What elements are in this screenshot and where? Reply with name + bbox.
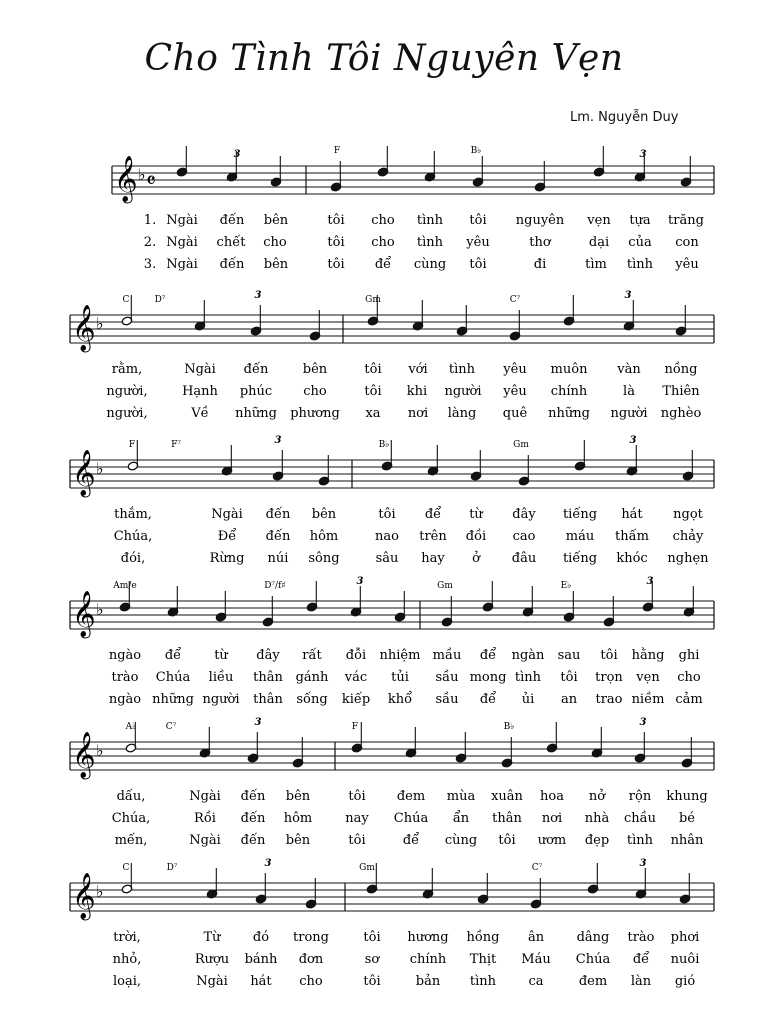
- lyric-syllable: đỗi: [345, 648, 367, 663]
- lyric-syllable: tiếng: [562, 551, 598, 566]
- lyric-syllable: thắm,: [114, 507, 152, 522]
- lyric-syllable: tình: [626, 833, 654, 848]
- lyric-syllable: của: [628, 235, 652, 250]
- lyric-syllable: bánh: [244, 952, 278, 967]
- lyric-syllable: bên: [263, 213, 289, 228]
- lyric-syllable: để: [479, 648, 497, 663]
- lyric-syllable: trào: [627, 930, 655, 945]
- lyric-syllable: ngào: [108, 648, 142, 663]
- lyric-syllable: tôi: [364, 362, 382, 377]
- lyric-syllable: ngào: [108, 692, 142, 707]
- lyric-syllable: để: [164, 648, 182, 663]
- lyric-syllable: để: [632, 952, 650, 967]
- lyric-syllable: máu: [565, 529, 595, 544]
- lyric-syllable: nuôi: [670, 952, 700, 967]
- lyric-syllable: vác: [344, 670, 368, 685]
- lyric-syllable: chảy: [672, 529, 704, 544]
- lyric-syllable: Ngài: [196, 974, 228, 989]
- lyric-syllable: chính: [409, 952, 447, 967]
- lyric-syllable: hay: [421, 551, 445, 566]
- flat-key-icon: ♭: [96, 314, 104, 333]
- lyric-syllable: người: [444, 384, 482, 399]
- lyric-syllable: người,: [106, 384, 148, 399]
- lyric-syllable: thấm: [615, 529, 649, 544]
- lyric-syllable: rằm,: [111, 362, 143, 377]
- flat-key-icon: ♭: [96, 882, 104, 901]
- lyric-syllable: bên: [263, 257, 289, 272]
- chord-symbol: Gm: [437, 581, 453, 591]
- lyric-syllable: mến,: [114, 833, 148, 848]
- triplet-mark: 3: [274, 435, 282, 446]
- chord-symbol: B♭: [503, 722, 515, 732]
- chord-symbol: Gm: [359, 863, 375, 873]
- chord-symbol: D⁷: [166, 863, 178, 873]
- treble-clef-icon: 𝄞: [72, 450, 96, 496]
- lyric-syllable: bên: [285, 789, 311, 804]
- lyric-syllable: đây: [512, 507, 536, 522]
- lyric-syllable: đồi: [465, 529, 487, 544]
- lyric-syllable: tôi: [363, 930, 381, 945]
- lyric-syllable: trao: [595, 692, 623, 707]
- lyric-syllable: nhỏ,: [112, 952, 142, 967]
- treble-clef-icon: 𝄞: [72, 591, 96, 637]
- lyric-syllable: gánh: [295, 670, 329, 685]
- lyric-syllable: bên: [302, 362, 328, 377]
- triplet-mark: 3: [639, 717, 647, 728]
- triplet-mark: 3: [624, 290, 632, 301]
- lyric-syllable: từ: [214, 648, 228, 663]
- lyric-syllable: vẹn: [636, 670, 660, 685]
- chord-symbol: E♭: [560, 581, 572, 591]
- chord-symbol: Gm: [513, 440, 529, 450]
- lyric-syllable: tình: [416, 213, 444, 228]
- lyric-syllable: Chúa: [575, 952, 611, 967]
- lyric-syllable: tôi: [327, 235, 345, 250]
- lyric-syllable: trên: [419, 529, 447, 544]
- flat-key-icon: ♭: [96, 600, 104, 619]
- lyric-syllable: cùng: [444, 833, 478, 848]
- lyric-syllable: vàn: [617, 362, 641, 377]
- lyric-syllable: an: [560, 692, 578, 707]
- lyric-syllable: ở: [472, 551, 480, 566]
- lyric-syllable: Ngài: [166, 213, 198, 228]
- lyric-syllable: nơi: [541, 811, 563, 826]
- chord-symbol: Am/e: [113, 581, 137, 591]
- lyric-syllable: đến: [240, 789, 266, 804]
- lyric-syllable: Ngài: [211, 507, 243, 522]
- lyric-syllable: rộn: [628, 789, 652, 804]
- triplet-mark: 3: [646, 576, 654, 587]
- treble-clef-icon: 𝄞: [72, 873, 96, 919]
- triplet-mark: 3: [639, 858, 647, 869]
- lyric-syllable: đến: [219, 213, 245, 228]
- triplet-mark: 3: [264, 858, 272, 869]
- lyric-syllable: nơi: [407, 406, 429, 421]
- lyric-syllable: tôi: [469, 213, 487, 228]
- lyric-syllable: Rượu: [194, 952, 230, 967]
- lyric-syllable: đơn: [298, 952, 324, 967]
- lyric-syllable: tôi: [498, 833, 516, 848]
- lyric-syllable: tôi: [348, 833, 366, 848]
- lyric-syllable: tôi: [327, 213, 345, 228]
- lyric-syllable: quê: [502, 406, 528, 421]
- lyric-syllable: ghi: [678, 648, 700, 663]
- lyric-syllable: hoa: [540, 789, 564, 804]
- chord-symbol: C: [122, 295, 130, 305]
- chord-symbol: C⁷: [531, 863, 543, 873]
- lyric-syllable: đến: [240, 811, 266, 826]
- lyric-syllable: đem: [396, 789, 426, 804]
- lyric-syllable: tôi: [560, 670, 578, 685]
- lyric-syllable: yêu: [466, 235, 490, 250]
- lyric-syllable: Từ: [203, 930, 221, 945]
- lyric-syllable: khung: [666, 789, 708, 804]
- lyric-syllable: đến: [240, 833, 266, 848]
- chord-symbol: C⁷: [165, 722, 177, 732]
- lyric-syllable: những: [548, 406, 590, 421]
- lyric-syllable: liều: [208, 670, 234, 685]
- lyric-syllable: Thiên: [662, 384, 700, 399]
- lyric-syllable: thơ: [529, 235, 551, 250]
- lyric-syllable: tôi: [364, 384, 382, 399]
- lyric-syllable: để: [424, 507, 442, 522]
- lyric-syllable: nay: [345, 811, 369, 826]
- lyric-syllable: khóc: [616, 551, 648, 566]
- lyric-syllable: nồng: [664, 362, 698, 377]
- lyric-syllable: gió: [674, 974, 696, 989]
- lyric-syllable: thân: [253, 670, 283, 685]
- lyric-syllable: tình: [514, 670, 542, 685]
- chord-symbol: C⁷: [509, 295, 521, 305]
- lyric-syllable: Ngài: [166, 257, 198, 272]
- lyric-syllable: dấu,: [116, 789, 146, 804]
- lyric-syllable: Ngài: [166, 235, 198, 250]
- verse-number: 2.: [143, 235, 157, 250]
- lyric-syllable: thân: [492, 811, 522, 826]
- lyric-syllable: Ngài: [189, 833, 221, 848]
- lyric-syllable: đâu: [511, 551, 537, 566]
- lyric-syllable: tôi: [378, 507, 396, 522]
- lyric-syllable: cho: [371, 235, 395, 250]
- verse-number: 1.: [143, 213, 157, 228]
- chord-symbol: F: [128, 440, 136, 450]
- lyric-syllable: là: [623, 384, 635, 399]
- lyric-syllable: hôm: [283, 811, 313, 826]
- lyric-syllable: Rồi: [194, 811, 216, 826]
- lyric-syllable: người,: [106, 406, 148, 421]
- lyric-syllable: đến: [243, 362, 269, 377]
- lyric-syllable: nhà: [584, 811, 610, 826]
- lyric-syllable: ẩn: [452, 811, 470, 826]
- lyric-syllable: bên: [285, 833, 311, 848]
- lyric-syllable: tình: [469, 974, 497, 989]
- lyric-syllable: đến: [265, 529, 291, 544]
- lyric-syllable: mầu: [432, 648, 462, 663]
- lyric-syllable: chính: [550, 384, 588, 399]
- lyric-syllable: thân: [253, 692, 283, 707]
- lyric-syllable: xuân: [491, 789, 523, 804]
- flat-key-icon: ♭: [96, 741, 104, 760]
- lyric-syllable: chầu: [624, 811, 656, 826]
- lyric-syllable: sống: [296, 692, 328, 707]
- lyric-syllable: trọn: [595, 670, 623, 685]
- lyric-syllable: sông: [308, 551, 340, 566]
- lyric-syllable: cho: [299, 974, 323, 989]
- lyric-syllable: cho: [263, 235, 287, 250]
- lyric-syllable: vẹn: [587, 213, 611, 228]
- lyric-syllable: khổ: [387, 692, 413, 707]
- triplet-mark: 3: [639, 149, 647, 160]
- chord-symbol: B♭: [378, 440, 390, 450]
- lyric-syllable: tôi: [600, 648, 618, 663]
- lyric-syllable: ngọt: [673, 507, 703, 522]
- chord-symbol: F: [333, 146, 341, 156]
- lyric-syllable: ủi: [521, 692, 535, 707]
- lyric-syllable: đi: [533, 257, 547, 272]
- chord-symbol: D⁷/f♯: [264, 581, 286, 591]
- verse-number: 3.: [143, 257, 157, 272]
- lyric-syllable: nguyên: [515, 213, 565, 228]
- lyric-syllable: xa: [365, 406, 381, 421]
- lyric-syllable: cho: [677, 670, 701, 685]
- lyric-syllable: để: [479, 692, 497, 707]
- chord-symbol: A♭: [125, 722, 137, 732]
- lyric-syllable: Chúa: [393, 811, 429, 826]
- lyric-syllable: Chúa,: [113, 529, 153, 544]
- lyric-syllable: làng: [447, 406, 477, 421]
- chord-symbol: Gm: [365, 295, 381, 305]
- lyric-syllable: ngàn: [511, 648, 545, 663]
- lyric-syllable: nhiệm: [379, 648, 421, 663]
- chord-symbol: D⁷: [154, 295, 166, 305]
- lyric-syllable: con: [675, 235, 699, 250]
- lyric-syllable: Về: [191, 406, 209, 421]
- chord-symbol: B♭: [470, 146, 482, 156]
- lyric-syllable: nhân: [670, 833, 704, 848]
- lyric-syllable: đó: [252, 930, 270, 945]
- lyric-syllable: ân: [527, 930, 545, 945]
- lyric-syllable: những: [235, 406, 277, 421]
- lyric-syllable: bé: [678, 811, 696, 826]
- lyric-syllable: đem: [578, 974, 608, 989]
- chord-symbol: C: [122, 863, 130, 873]
- lyric-syllable: nghèo: [660, 406, 702, 421]
- flat-key-icon: ♭: [96, 459, 104, 478]
- lyric-syllable: mùa: [446, 789, 476, 804]
- lyric-syllable: sầu: [435, 670, 459, 685]
- lyric-syllable: sầu: [435, 692, 459, 707]
- lyric-syllable: rất: [302, 648, 322, 663]
- lyric-syllable: cho: [303, 384, 327, 399]
- lyric-syllable: sơ: [364, 952, 380, 967]
- lyric-syllable: để: [402, 833, 420, 848]
- triplet-mark: 3: [233, 149, 241, 160]
- lyric-syllable: khi: [406, 384, 428, 399]
- lyric-syllable: sau: [557, 648, 581, 663]
- lyric-syllable: hằng: [631, 648, 665, 663]
- lyric-syllable: hương: [407, 930, 449, 945]
- lyric-syllable: Hạnh: [182, 384, 218, 399]
- lyric-syllable: yêu: [503, 362, 527, 377]
- lyric-syllable: hồng: [466, 930, 500, 945]
- lyric-syllable: tôi: [348, 789, 366, 804]
- chord-symbol: F: [351, 722, 359, 732]
- lyric-syllable: loại,: [112, 974, 142, 989]
- composer-credit: Lm. Nguyễn Duy: [570, 110, 679, 125]
- lyric-syllable: dâng: [576, 930, 610, 945]
- lyric-syllable: hát: [250, 974, 272, 989]
- lyric-syllable: nao: [375, 529, 399, 544]
- lyric-syllable: phúc: [239, 384, 273, 399]
- lyric-syllable: để: [374, 257, 392, 272]
- treble-clef-icon: 𝄞: [72, 732, 96, 778]
- lyric-syllable: kiếp: [341, 692, 371, 707]
- lyric-syllable: Thịt: [469, 952, 497, 967]
- chord-symbol: F⁷: [171, 440, 181, 450]
- lyric-syllable: người: [202, 692, 240, 707]
- treble-clef-icon: 𝄞: [72, 305, 96, 351]
- lyric-syllable: hôm: [309, 529, 339, 544]
- lyric-syllable: tìm: [585, 257, 607, 272]
- lyric-syllable: người: [610, 406, 648, 421]
- lyric-syllable: tủi: [391, 670, 409, 685]
- triplet-mark: 3: [356, 576, 364, 587]
- lyric-syllable: đến: [219, 257, 245, 272]
- lyric-syllable: ca: [528, 974, 544, 989]
- lyric-syllable: nghẹn: [667, 551, 709, 566]
- lyric-syllable: đẹp: [584, 833, 610, 848]
- lyric-syllable: đói,: [120, 551, 146, 566]
- lyric-syllable: tôi: [363, 974, 381, 989]
- lyric-syllable: trời,: [113, 930, 141, 945]
- lyric-syllable: muôn: [550, 362, 588, 377]
- lyric-syllable: yêu: [675, 257, 699, 272]
- lyric-syllable: cho: [371, 213, 395, 228]
- lyric-syllable: yêu: [503, 384, 527, 399]
- lyric-syllable: tựa: [629, 213, 651, 228]
- lyric-syllable: Để: [217, 529, 237, 544]
- lyric-syllable: bên: [311, 507, 337, 522]
- lyric-syllable: trăng: [668, 213, 704, 228]
- lyric-syllable: chết: [216, 235, 246, 250]
- lyric-syllable: Chúa: [155, 670, 191, 685]
- triplet-mark: 3: [629, 435, 637, 446]
- lyric-syllable: Rừng: [209, 551, 245, 566]
- lyric-syllable: phương: [290, 406, 340, 421]
- flat-key-icon: ♭: [138, 165, 146, 184]
- song-title: Cho Tình Tôi Nguyên Vẹn: [144, 38, 624, 79]
- lyric-syllable: Ngài: [184, 362, 216, 377]
- lyric-syllable: dại: [588, 235, 610, 250]
- lyric-syllable: tình: [416, 235, 444, 250]
- lyric-syllable: đây: [256, 648, 280, 663]
- lyric-syllable: cùng: [413, 257, 447, 272]
- treble-clef-icon: 𝄞: [114, 156, 138, 202]
- lyric-syllable: nở: [588, 789, 606, 804]
- lyric-syllable: núi: [267, 551, 289, 566]
- lyric-syllable: đến: [265, 507, 291, 522]
- triplet-mark: 3: [254, 290, 262, 301]
- lyric-syllable: Chúa,: [111, 811, 151, 826]
- lyric-syllable: ươm: [537, 833, 567, 848]
- lyric-syllable: trong: [293, 930, 329, 945]
- lyric-syllable: tôi: [469, 257, 487, 272]
- lyric-syllable: phơi: [670, 930, 700, 945]
- lyric-syllable: cảm: [675, 692, 703, 707]
- lyric-syllable: sâu: [375, 551, 399, 566]
- lyric-syllable: Máu: [521, 952, 551, 967]
- lyric-syllable: từ: [469, 507, 483, 522]
- lyric-syllable: làn: [630, 974, 652, 989]
- triplet-mark: 3: [254, 717, 262, 728]
- lyric-syllable: bản: [415, 974, 441, 989]
- lyric-syllable: những: [152, 692, 194, 707]
- lyric-syllable: trào: [111, 670, 139, 685]
- lyric-syllable: Ngài: [189, 789, 221, 804]
- lyric-syllable: với: [408, 362, 428, 377]
- lyric-syllable: tiếng: [562, 507, 598, 522]
- lyric-syllable: tôi: [327, 257, 345, 272]
- lyric-syllable: tình: [448, 362, 476, 377]
- common-time-icon: 𝄴: [146, 169, 156, 194]
- lyric-syllable: hát: [621, 507, 643, 522]
- lyric-syllable: tình: [626, 257, 654, 272]
- lyric-syllable: cao: [512, 529, 536, 544]
- lyric-syllable: niềm: [631, 692, 665, 707]
- lyric-syllable: mong: [469, 670, 507, 685]
